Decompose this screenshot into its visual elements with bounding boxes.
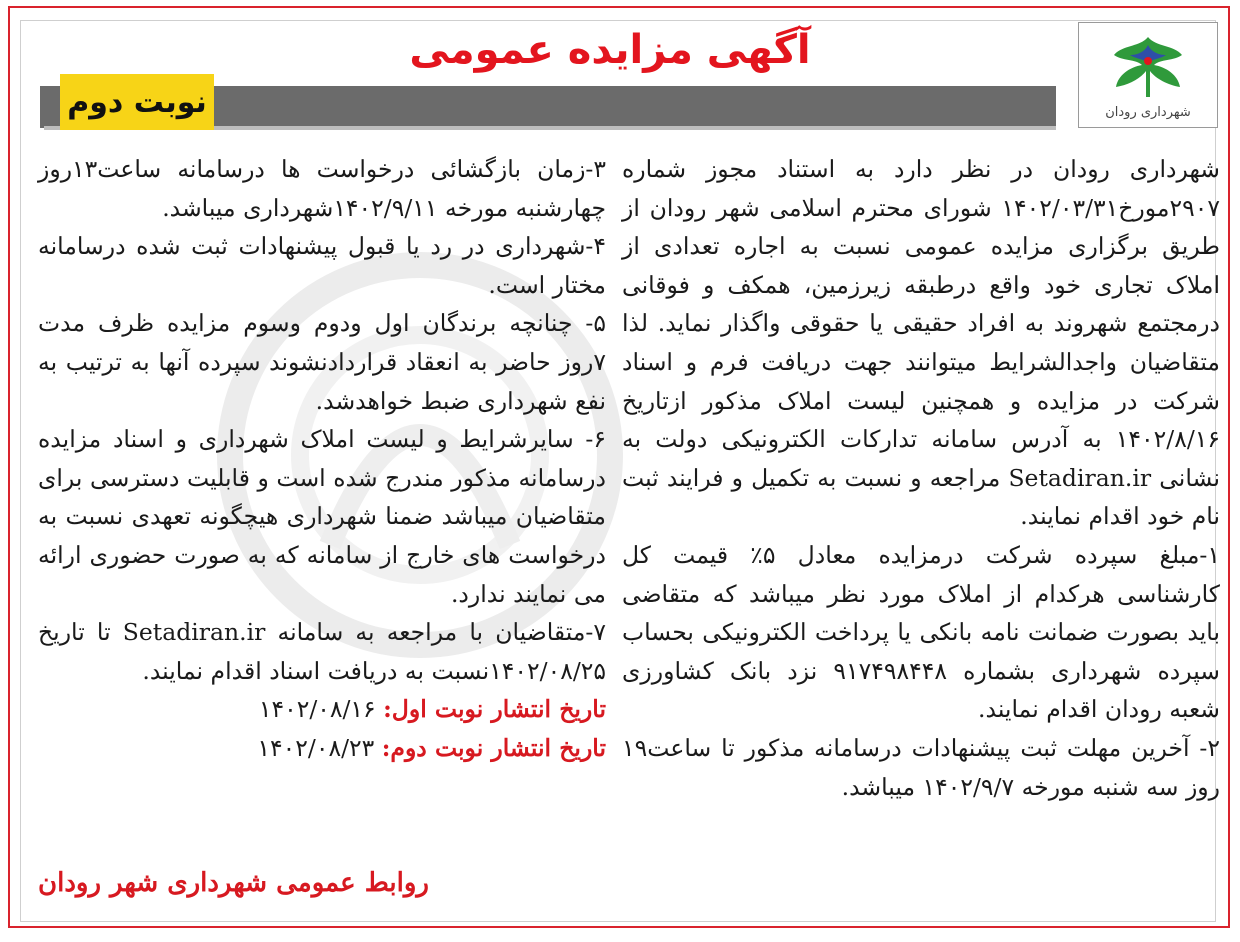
clause-3: ۳-زمان بازگشائی درخواست ها درسامانه ساعت۱۳روز چهارشنبه مورخه ۱۴۰۲/۹/۱۱شهرداری میباشد. — [38, 155, 606, 222]
municipality-emblem-icon — [1100, 31, 1196, 103]
clause-1: ۱-مبلغ سپرده شرکت درمزایده معادل ۵٪ قیمت کل کارشناسی هرکدام از املاک مورد نظر میباشد که متقاضی باید بصورت ضمانت نامه بانکی یا پرداخت الکترونیکی بحساب سپرده شهرداری بشماره ۹۱۷۴۹۸۴۴۸ نزد بانک کشاورزی شعبه رودان اقدام نمایند. — [622, 540, 1220, 724]
clause-5: ۵- چنانچه برندگان اول ودوم وسوم مزایده ظرف مدت ۷روز حاضر به انعقاد قراردادنشوند سپرده آنها به ترتیب به نفع شهرداری ضبط خواهدشد. — [38, 309, 606, 415]
page-title: آگهی مزایده عمومی — [409, 27, 811, 73]
clause-2: ۲- آخرین مهلت ثبت پیشنهادات درسامانه مذکور تا ساعت۱۹ روز سه شنبه مورخه ۱۴۰۲/۹/۷ میباشد. — [622, 733, 1220, 801]
right-text-column — [622, 150, 1220, 806]
turn-badge: نوبت دوم — [60, 74, 214, 130]
first-publication-date: ۱۴۰۲/۰۸/۱۶ — [258, 695, 376, 724]
intro-paragraph: شهرداری رودان در نظر دارد به استناد مجوز شماره ۲۹۰۷مورخ۱۴۰۲/۰۳/۳۱ شورای محترم اسلامی شهر رودان از طریق برگزاری مزایده عمومی نسبت به اجاره تعدادی از املاک تجاری خود واقع درطبقه زیرزمین، همکف و فوقانی درمجتمع شهروند به افراد حقیقی یا حقوقی واگذار نماید. لذا متقاضیان واجدالشرایط میتوانند جهت دریافت فرم و اسناد شرکت در مزایده و همچنین لیست املاک مذکور ازتاریخ ۱۴۰۲/۸/۱۶ به آدرس سامانه تدارکات الکترونیکی دولت به نشانی Setadiran.ir مراجعه و نسبت به تکمیل و فرایند ثبت نام خود اقدام نمایند. — [622, 155, 1220, 531]
logo-caption: شهرداری رودان — [1105, 104, 1191, 120]
clause-7: ۷-متقاضیان با مراجعه به سامانه Setadiran.ir تا تاریخ ۱۴۰۲/۰۸/۲۵نسبت به دریافت اسناد اقدام نمایند. — [38, 618, 607, 685]
left-text-column — [38, 150, 606, 768]
first-publication-row — [38, 690, 606, 729]
second-publication-row — [38, 729, 606, 768]
second-publication-date: ۱۴۰۲/۰۸/۲۳ — [257, 733, 375, 762]
municipality-logo — [1078, 22, 1218, 128]
clause-6: ۶- سایرشرایط و لیست املاک شهرداری و اسناد مزایده درسامانه مذکور مندرج شده است و قابلیت دسترسی برای متقاضیان میباشد ضمنا شهرداری هیچگونه تعهدی نسبت به درخواست های خارج از سامانه که به صورت حضوری ارائه می نمایند ندارد. — [38, 425, 606, 608]
public-relations-signature: روابط عمومی شهرداری شهر رودان — [38, 868, 429, 898]
clause-4: ۴-شهرداری در رد یا قبول پیشنهادات ثبت شده درسامانه مختار است. — [38, 232, 606, 299]
first-publication-label: تاریخ انتشار نوبت اول: — [383, 695, 606, 724]
second-publication-label: تاریخ انتشار نوبت دوم: — [381, 733, 606, 762]
